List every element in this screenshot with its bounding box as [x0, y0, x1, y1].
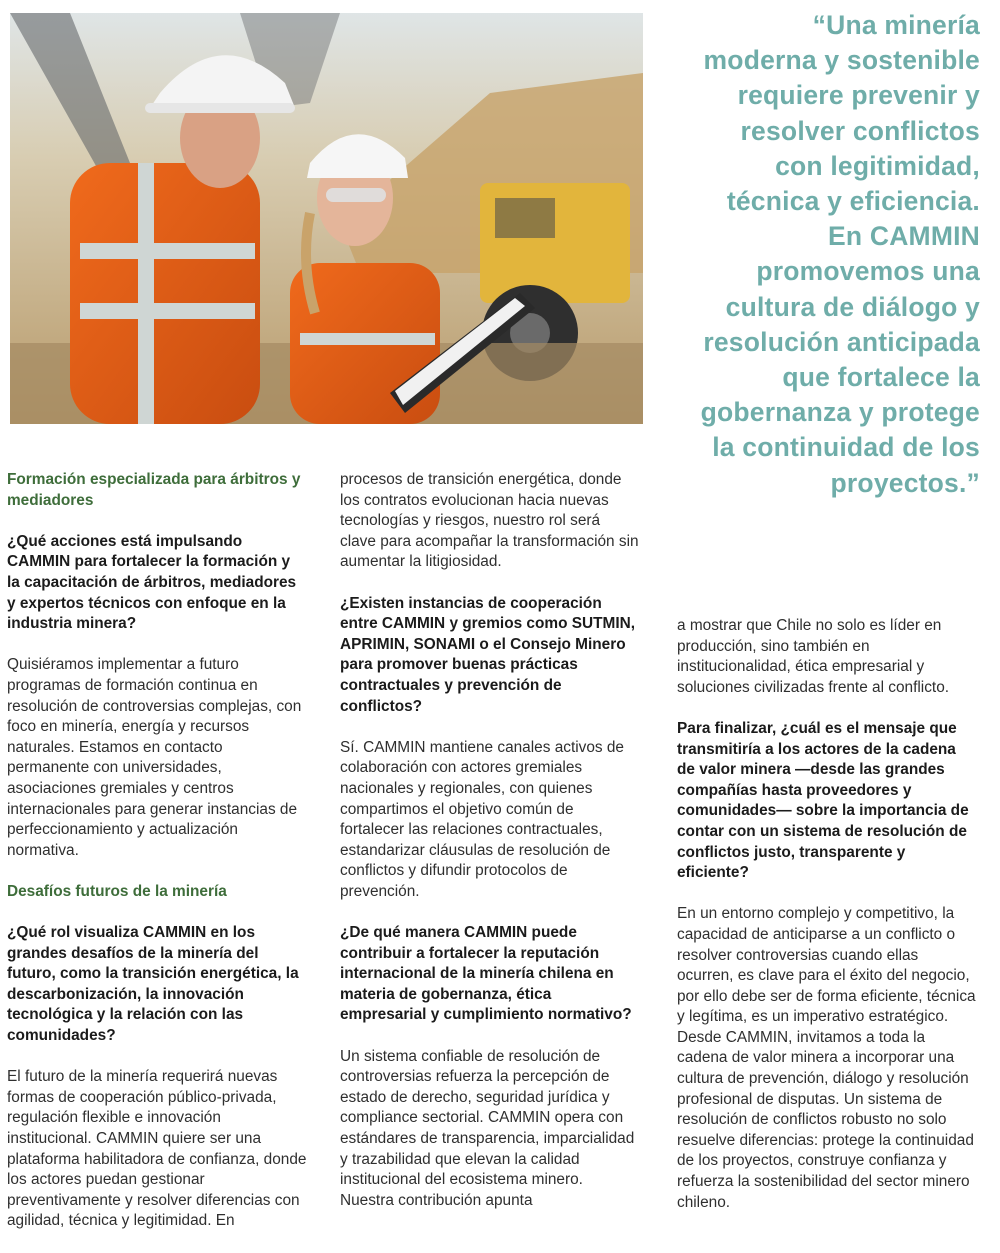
- section-title-training: Formación especializada para árbitros y mediadores: [7, 471, 301, 509]
- quote-line: moderna y sostenible: [703, 45, 980, 76]
- article-column-3: [677, 616, 977, 1234]
- interview-answer: En un entorno complejo y competitivo, la capacidad de anticiparse a un conflicto o resolver controversias cuando ellas ocurren, es clave para el éxito del negocio, por ello debe ser de forma eficiente, técnica y legítima, es un imperativo estratégico. Desde CAMMIN, invitamos a toda la cadena de valor minera a incorporar una cultura de prevención, diálogo y resolución profesional de disputas. Un sistema de resolución de conflictos robusto no solo resuelve diferencias: protege la continuidad de los proyectos, construye confianza y refuerza la sostenibilidad del sector minero chileno.: [677, 905, 976, 1211]
- interview-question: ¿Qué acciones está impulsando CAMMIN para fortalecer la formación y la capacitación de árbitros, mediadores y expertos técnicos con enfoque en la industria minera?: [7, 532, 297, 633]
- interview-question: ¿De qué manera CAMMIN puede contribuir a fortalecer la reputación internacional de la minería chilena en materia de gobernanza, ética empresarial y cumplimiento normativo?: [340, 924, 632, 1024]
- interview-answer: Sí. CAMMIN mantiene canales activos de colaboración con actores gremiales nacionales y regionales, con quienes compartimos el objetivo común de fortalecer las relaciones contractuales, estandarizar cláusulas de resolución de conflictos y difundir protocolos de prevención.: [340, 738, 624, 900]
- quote-line: En CAMMIN: [828, 221, 980, 252]
- interview-answer: El futuro de la minería requerirá nuevas formas de cooperación público-privada, regulación flexible e innovación institucional. CAMMIN quiere ser una plataforma habilitadora de confianza, donde los actores puedan gestionar preventivamente y resolver diferencias con agilidad, técnica y legitimidad. En: [7, 1068, 307, 1230]
- interview-question: ¿Existen instancias de cooperación entre CAMMIN y gremios como SUTMIN, APRIMIN, SONAMI o el Consejo Minero para promover buenas prácticas contractuales y prevención de conflictos?: [340, 594, 636, 715]
- quote-line: cultura de diálogo y: [725, 291, 980, 322]
- quote-line: la continuidad de los: [712, 432, 980, 463]
- article-column-1: [7, 470, 307, 1253]
- quote-line: que fortalece la: [782, 362, 980, 393]
- quote-line: con legitimidad,: [775, 150, 980, 181]
- quote-line: proyectos.”: [830, 467, 980, 498]
- interview-question: Para finalizar, ¿cuál es el mensaje que transmitiría a los actores de la cadena de valor minera —desde las grandes compañías hasta proveedores y comunidades— sobre la importancia de contar con un sistema de resolución de conflictos justo, transparente y eficiente?: [677, 719, 969, 882]
- pull-quote: [660, 8, 980, 501]
- quote-line: resolver conflictos: [740, 115, 980, 146]
- interview-question: ¿Qué rol visualiza CAMMIN en los grandes desafíos de la minería del futuro, como la transición energética, la descarbonización, la innovación tecnológica y la relación con las comunidades?: [7, 924, 299, 1045]
- interview-answer: Quisiéramos implementar a futuro programas de formación continua en resolución de controversias complejas, con foco en minería, energía y recursos naturales. Estamos en contacto permanente con universidades, asociaciones gremiales y centros internacionales para generar instancias de perfeccionamiento y actualización normativa.: [7, 656, 302, 859]
- quote-line: gobernanza y protege: [700, 397, 980, 428]
- interview-answer: Un sistema confiable de resolución de controversias refuerza la percepción de estado de derecho, seguridad jurídica y compliance sectorial. CAMMIN opera con estándares de transparencia, imparcialidad y trazabilidad que elevan la calidad institucional del ecosistema minero. Nuestra contribución apunta: [340, 1047, 635, 1209]
- quote-line: técnica y eficiencia.: [726, 186, 980, 217]
- mining-workers-photo: [10, 13, 643, 424]
- interview-answer: procesos de transición energética, donde los contratos evolucionan hacia nuevas tecnologías y riesgos, nuestro rol será clave para acompañar la transformación sin aumentar la litigiosidad.: [340, 471, 639, 571]
- quote-line: promovemos una: [756, 256, 980, 287]
- section-title-challenges: Desafíos futuros de la minería: [7, 882, 227, 900]
- quote-line: resolución anticipada: [703, 326, 980, 357]
- quote-line: “Una minería: [812, 10, 980, 40]
- article-column-2: [340, 470, 640, 1232]
- interview-answer: a mostrar que Chile no solo es líder en producción, sino también en institucionalidad, ética empresarial y soluciones civilizadas frente al conflicto.: [677, 617, 950, 696]
- quote-line: requiere prevenir y: [737, 80, 980, 111]
